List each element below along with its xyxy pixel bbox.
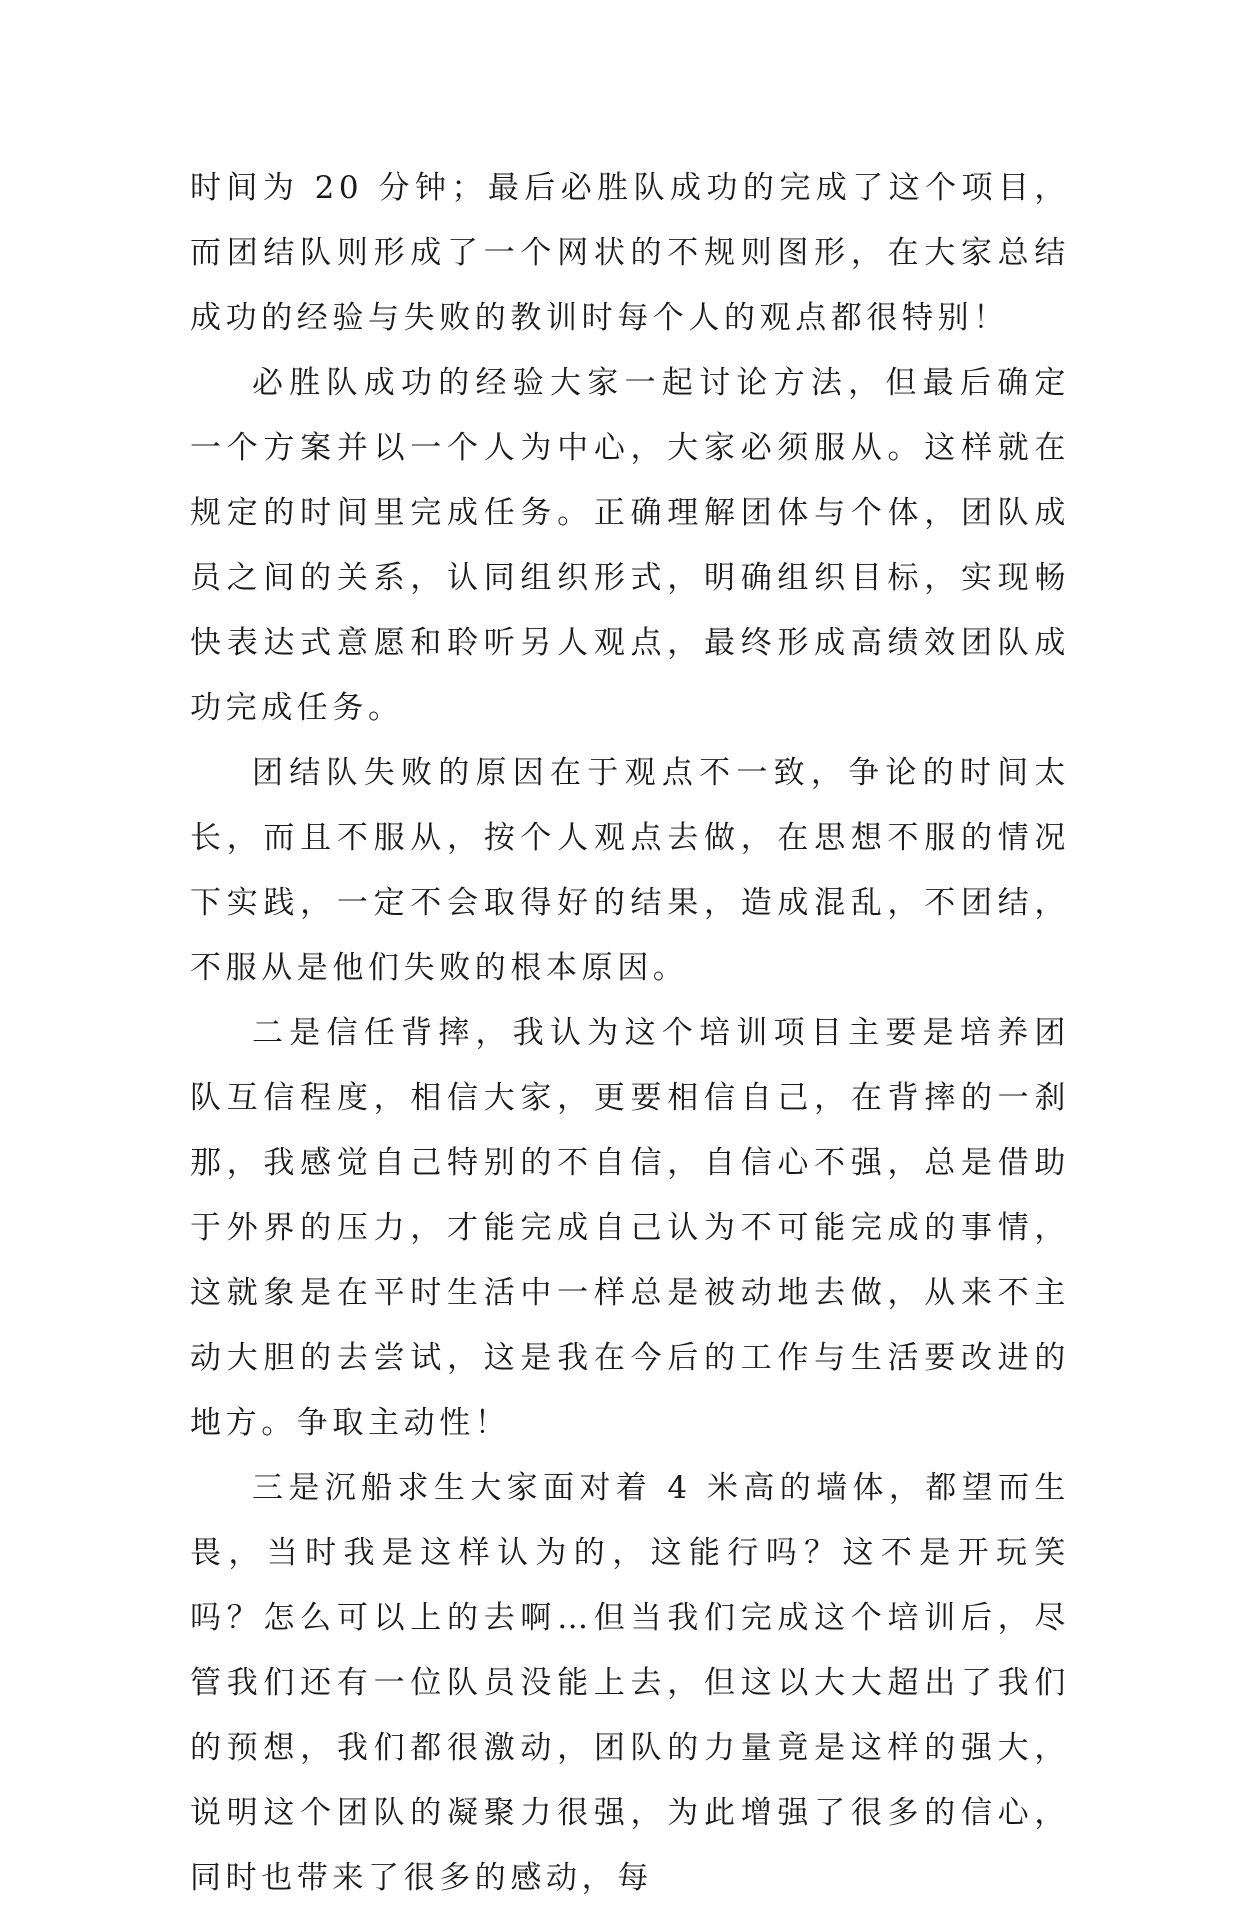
document-body: [190, 156, 1070, 1911]
paragraph-5: 三是沉船求生大家面对着 4 米高的墙体，都望而生畏，当时我是这样认为的，这能行吗？这不是开玩笑吗？怎么可以上的去啊…但当我们完成这个培训后，尽管我们还有一位队员没能上去，但这以大大超出了我们的预想，我们都很激动，团队的力量竟是这样的强大，说明这个团队的凝聚力很强，为此增强了很多的信心，同时也带来了很多的感动，每: [190, 1470, 1070, 1896]
paragraph-4: 二是信任背摔，我认为这个培训项目主要是培养团队互信程度，相信大家，更要相信自己，在背摔的一刹那，我感觉自己特别的不自信，自信心不强，总是借助于外界的压力，才能完成自己认为不可能完成的事情，这就象是在平时生活中一样总是被动地去做，从来不主动大胆的去尝试，这是我在今后的工作与生活要改进的地方。争取主动性！: [190, 1015, 1070, 1441]
paragraph-3: 团结队失败的原因在于观点不一致，争论的时间太长，而且不服从，按个人观点去做，在思想不服的情况下实践，一定不会取得好的结果，造成混乱，不团结，不服从是他们失败的根本原因。: [190, 755, 1070, 986]
paragraph-1: 时间为 20 分钟；最后必胜队成功的完成了这个项目，而团结队则形成了一个网状的不规则图形，在大家总结成功的经验与失败的教训时每个人的观点都很特别！: [190, 170, 1070, 336]
paragraph-2: 必胜队成功的经验大家一起讨论方法，但最后确定一个方案并以一个人为中心，大家必须服从。这样就在规定的时间里完成任务。正确理解团体与个体，团队成员之间的关系，认同组织形式，明确组织目标，实现畅快表达式意愿和聆听另人观点，最终形成高绩效团队成功完成任务。: [190, 365, 1070, 726]
